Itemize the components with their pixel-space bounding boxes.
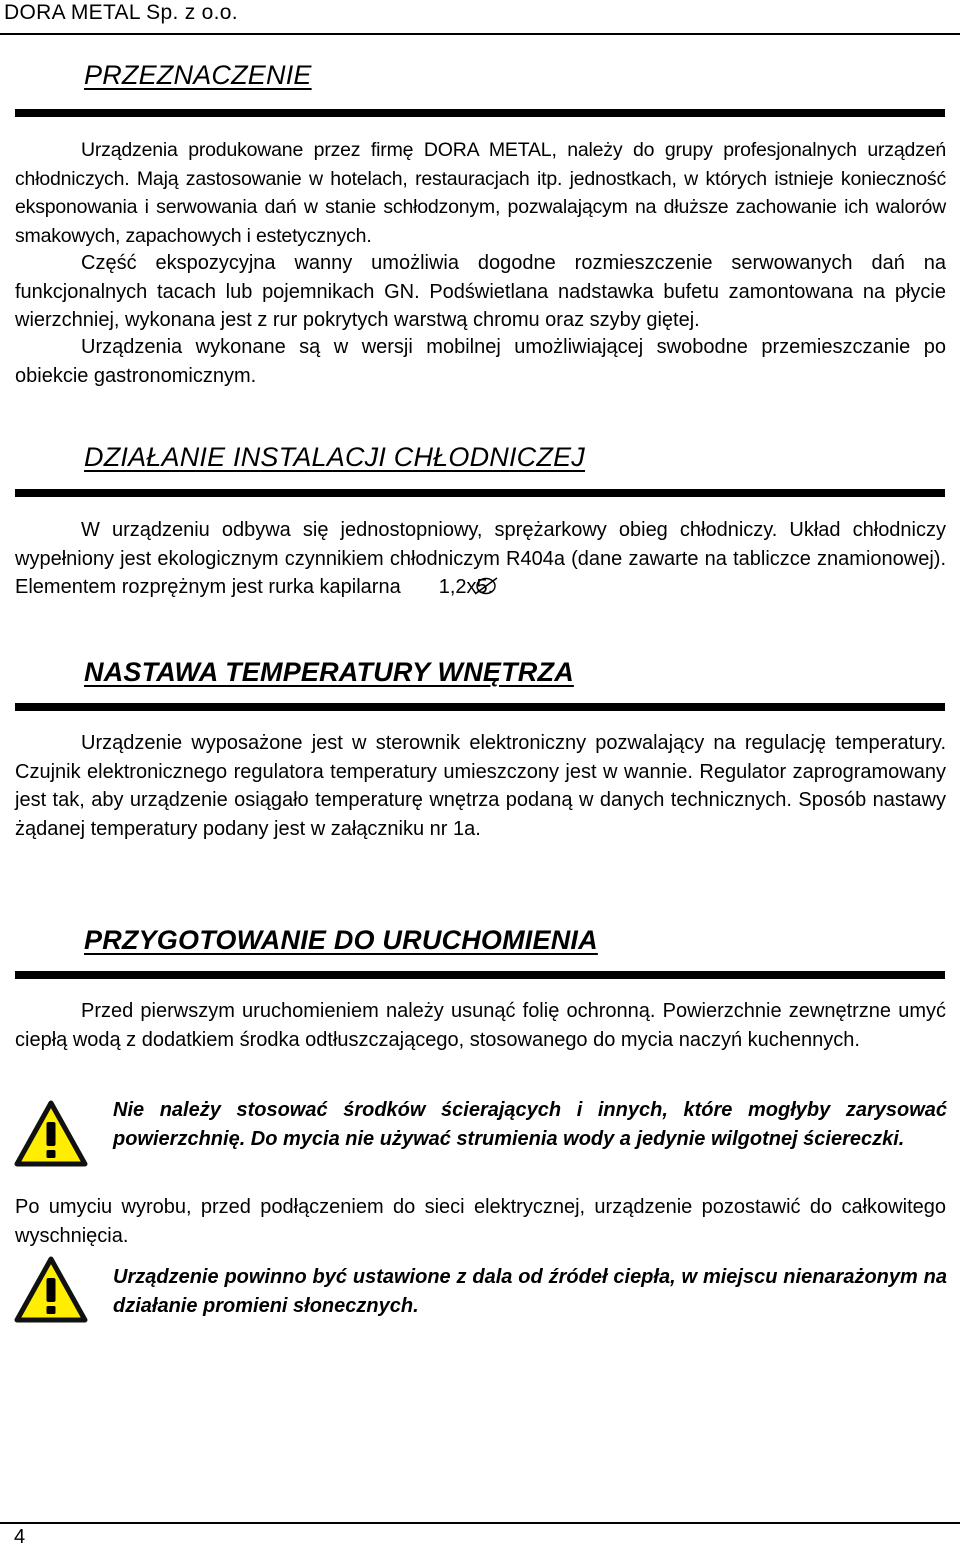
diameter-symbol-icon [407, 575, 433, 593]
page-number: 4 [14, 1526, 26, 1548]
paragraph: Część ekspozycyjna wanny umożliwia dogodne rozmieszczenie serwowanych dań na funkcjonalnych tacach lub pojemnikach GN. Podświetlana nadstawka bufetu zamontowana na płycie wierzchniej, wykonana jest z rur pokrytych warstwą chromu oraz szyby giętej. [15, 252, 946, 331]
section-heading: DZIAŁANIE INSTALACJI CHŁODNICZEJ [84, 442, 585, 472]
warning-text: Urządzenie powinno być ustawione z dala od źródeł ciepła, w miejscu nienarażonym na działanie promieni słonecznych. [113, 1266, 947, 1317]
paragraph [15, 516, 946, 602]
section-heading: PRZYGOTOWANIE DO URUCHOMIENIA [84, 925, 598, 955]
company-name: DORA METAL Sp. z o.o. [4, 1, 238, 24]
footer-rule [0, 1522, 960, 1524]
warning-triangle-icon [14, 1100, 88, 1168]
paragraph: Po umyciu wyrobu, przed podłączeniem do sieci elektrycznej, urządzenie pozostawić do całkowitego wyschnięcia. [15, 1196, 946, 1247]
section-bar [15, 489, 945, 497]
paragraph: Urządzenia wykonane są w wersji mobilnej umożliwiającej swobodne przemieszczanie po obiekcie gastronomicznym. [15, 336, 946, 387]
section-heading: PRZEZNACZENIE [84, 60, 312, 90]
header-rule [0, 33, 960, 35]
warning-triangle-icon [14, 1256, 88, 1324]
paragraph: Urządzenia produkowane przez firmę DORA METAL, należy do grupy profesjonalnych urządzeń chłodniczych. Mają zastosowanie w hotelach, restauracjach itp. jednostkach, w których istnieje konieczność eksponowania i serwowania dań w stanie schłodzonym, pozwalającym na dłuższe zachowanie ich walorów smakowych, zapachowych i estetycznych. [15, 139, 946, 247]
paragraph-text: 1,2x5. [438, 576, 494, 598]
section-heading: NASTAWA TEMPERATURY WNĘTRZA [84, 657, 574, 687]
section-bar [15, 703, 945, 711]
paragraph: Urządzenie wyposażone jest w sterownik elektroniczny pozwalający na regulację temperatury. Czujnik elektronicznego regulatora temperatury umieszczony jest w wannie. Regulator zaprogramowany jest tak, aby urządzenie osiągało temperaturę wnętrza podaną w danych technicznych. Sposób nastawy żądanej temperatury podany jest w załączniku nr 1a. [15, 732, 946, 840]
section-bar [15, 971, 945, 979]
paragraph: Przed pierwszym uruchomieniem należy usunąć folię ochronną. Powierzchnie zewnętrzne umyć ciepłą wodą z dodatkiem środka odtłuszczającego, stosowanego do mycia naczyń kuchennych. [15, 1000, 946, 1051]
section-bar [15, 109, 945, 117]
warning-text: Nie należy stosować środków ścierających i innych, które mogłyby zarysować powierzchnię. Do mycia nie używać strumienia wody a jedynie wilgotnej ściereczki. [113, 1099, 947, 1150]
paragraph-text: W urządzeniu odbywa się jednostopniowy, sprężarkowy obieg chłodniczy. Układ chłodniczy wypełniony jest ekologicznym czynnikiem chłodniczym R404a (dane zawarte na tabliczce znamionowej). Elementem rozprężnym jest rurka kapilarna [15, 519, 946, 598]
